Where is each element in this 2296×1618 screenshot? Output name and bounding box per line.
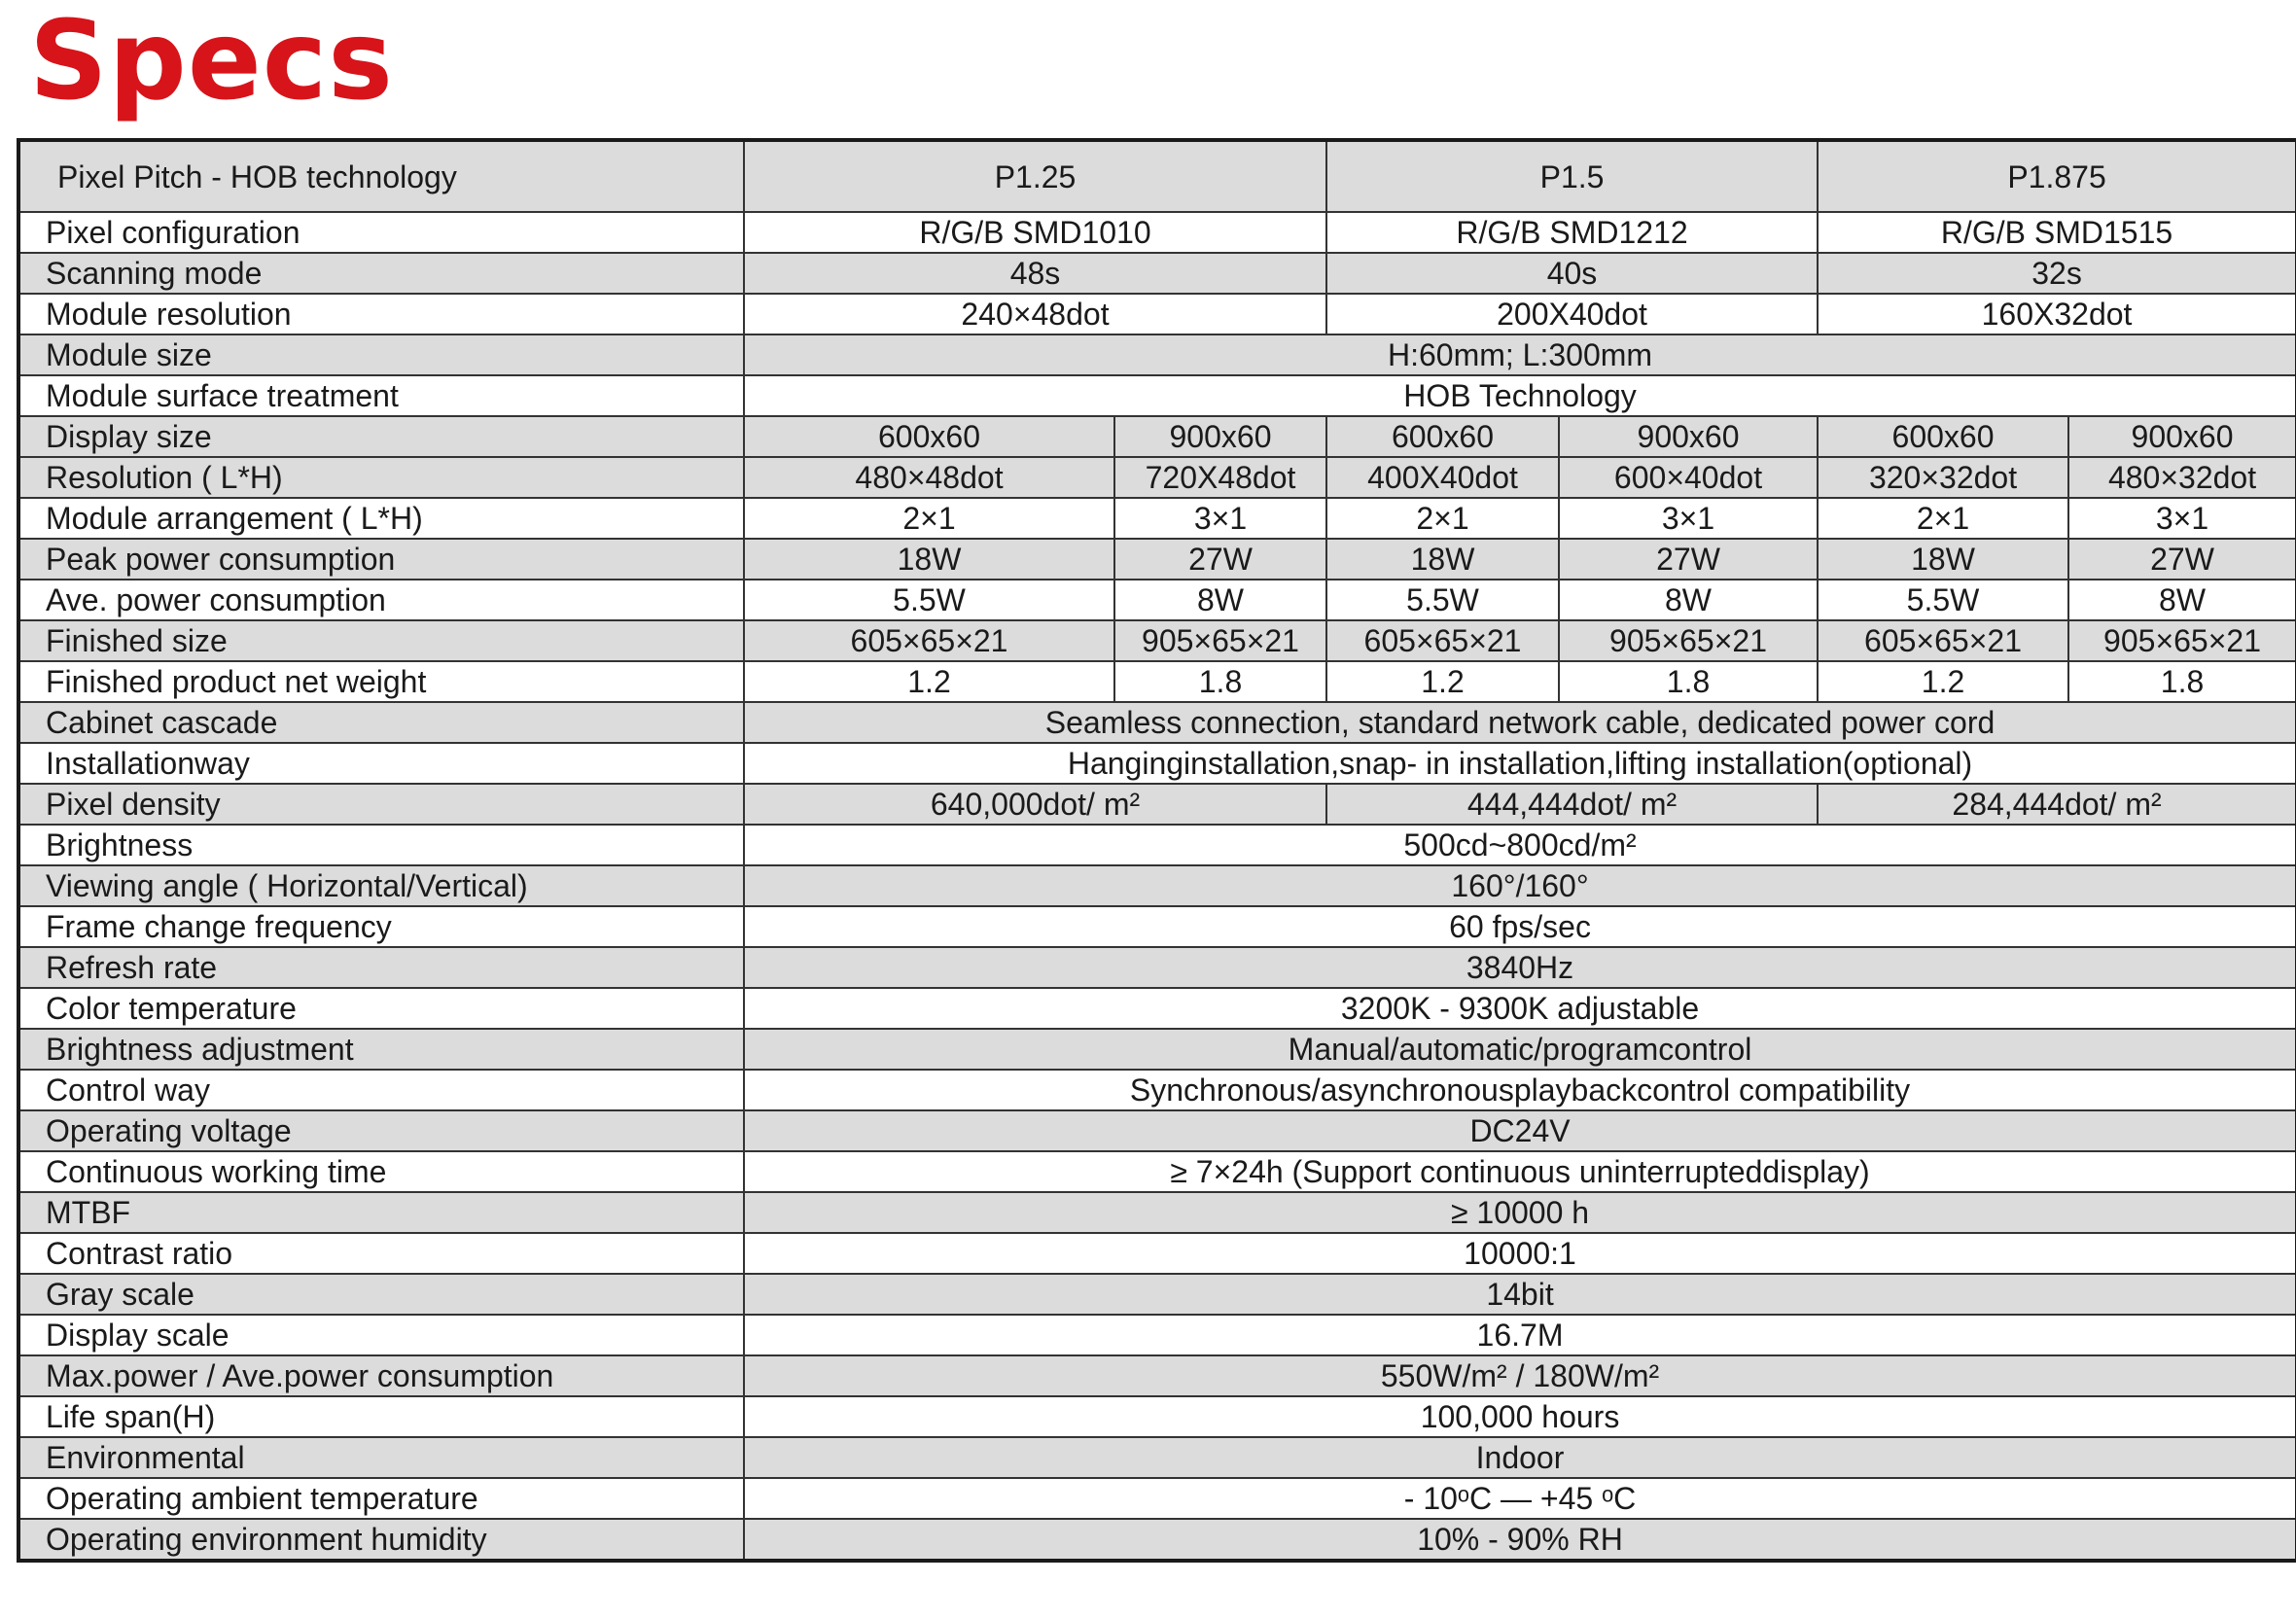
row-label: Frame change frequency <box>18 906 744 947</box>
row-label: Brightness adjustment <box>18 1029 744 1070</box>
row-value: 14bit <box>744 1274 2296 1315</box>
row-value: 200X40dot <box>1326 294 1818 334</box>
row-label: Module size <box>18 334 744 375</box>
row-value: 720X48dot <box>1114 457 1326 498</box>
row-label: Life span(H) <box>18 1396 744 1437</box>
row-value: 1.8 <box>1114 661 1326 702</box>
row-value: 444,444dot/ m² <box>1326 784 1818 825</box>
row-value: 905×65×21 <box>1559 620 1818 661</box>
row-value: 2×1 <box>1818 498 2068 539</box>
row-value: 605×65×21 <box>744 620 1114 661</box>
row-value: 2×1 <box>744 498 1114 539</box>
table-row <box>18 1315 2296 1355</box>
row-value: 1.8 <box>1559 661 1818 702</box>
row-value: 27W <box>1559 539 1818 580</box>
row-value: Seamless connection, standard network cable, dedicated power cord <box>744 702 2296 743</box>
row-value: 18W <box>744 539 1114 580</box>
table-row <box>18 1396 2296 1437</box>
table-row <box>18 1192 2296 1233</box>
row-label: Resolution ( L*H) <box>18 457 744 498</box>
table-row <box>18 947 2296 988</box>
table-row <box>18 253 2296 294</box>
header-model: P1.875 <box>1818 140 2296 212</box>
page-title: Specs <box>29 0 394 124</box>
row-label: Peak power consumption <box>18 539 744 580</box>
row-value: 905×65×21 <box>2068 620 2296 661</box>
row-value: 18W <box>1818 539 2068 580</box>
row-label: Installationway <box>18 743 744 784</box>
row-label: Continuous working time <box>18 1151 744 1192</box>
row-value: 160°/160° <box>744 865 2296 906</box>
table-row <box>18 375 2296 416</box>
table-row <box>18 416 2296 457</box>
row-label: Control way <box>18 1070 744 1110</box>
row-label: Operating environment humidity <box>18 1519 744 1561</box>
row-label: Finished product net weight <box>18 661 744 702</box>
row-value: 480×48dot <box>744 457 1114 498</box>
table-row <box>18 294 2296 334</box>
row-value: 8W <box>1114 580 1326 620</box>
table-row <box>18 498 2296 539</box>
table-row <box>18 1029 2296 1070</box>
row-label: Viewing angle ( Horizontal/Vertical) <box>18 865 744 906</box>
row-value: Indoor <box>744 1437 2296 1478</box>
table-row <box>18 457 2296 498</box>
row-value: 1.2 <box>1818 661 2068 702</box>
table-row <box>18 906 2296 947</box>
row-value: HOB Technology <box>744 375 2296 416</box>
row-value: 5.5W <box>1326 580 1559 620</box>
row-value: 32s <box>1818 253 2296 294</box>
table-row <box>18 1437 2296 1478</box>
row-value: R/G/B SMD1010 <box>744 212 1326 253</box>
row-label: Operating voltage <box>18 1110 744 1151</box>
row-value: 2×1 <box>1326 498 1559 539</box>
table-row <box>18 1233 2296 1274</box>
row-label: Finished size <box>18 620 744 661</box>
row-label: Brightness <box>18 825 744 865</box>
header-model: P1.25 <box>744 140 1326 212</box>
row-value: 900x60 <box>2068 416 2296 457</box>
row-value: R/G/B SMD1515 <box>1818 212 2296 253</box>
row-value: 3×1 <box>1559 498 1818 539</box>
row-label: MTBF <box>18 1192 744 1233</box>
row-label: Module resolution <box>18 294 744 334</box>
row-label: Cabinet cascade <box>18 702 744 743</box>
header-label: Pixel Pitch - HOB technology <box>18 140 744 212</box>
row-label: Scanning mode <box>18 253 744 294</box>
row-label: Ave. power consumption <box>18 580 744 620</box>
table-row <box>18 743 2296 784</box>
row-value: 1.2 <box>744 661 1114 702</box>
row-value: Synchronous/asynchronousplaybackcontrol compatibility <box>744 1070 2296 1110</box>
row-label: Display size <box>18 416 744 457</box>
row-value: 5.5W <box>744 580 1114 620</box>
row-value: 480×32dot <box>2068 457 2296 498</box>
row-label: Contrast ratio <box>18 1233 744 1274</box>
row-value: 900x60 <box>1114 416 1326 457</box>
row-value: 1.2 <box>1326 661 1559 702</box>
row-value: 905×65×21 <box>1114 620 1326 661</box>
row-value: 400X40dot <box>1326 457 1559 498</box>
row-label: Module surface treatment <box>18 375 744 416</box>
table-row <box>18 580 2296 620</box>
table-row <box>18 212 2296 253</box>
table-row <box>18 865 2296 906</box>
row-value: 550W/m² / 180W/m² <box>744 1355 2296 1396</box>
row-value: 240×48dot <box>744 294 1326 334</box>
row-value: H:60mm; L:300mm <box>744 334 2296 375</box>
row-value: 600x60 <box>744 416 1114 457</box>
row-value: DC24V <box>744 1110 2296 1151</box>
table-row <box>18 661 2296 702</box>
row-label: Environmental <box>18 1437 744 1478</box>
header-model: P1.5 <box>1326 140 1818 212</box>
row-value: 600x60 <box>1818 416 2068 457</box>
table-row <box>18 539 2296 580</box>
table-row <box>18 825 2296 865</box>
row-value: 8W <box>1559 580 1818 620</box>
table-row <box>18 1478 2296 1519</box>
row-value: 3×1 <box>1114 498 1326 539</box>
row-label: Display scale <box>18 1315 744 1355</box>
row-value: 18W <box>1326 539 1559 580</box>
row-label: Operating ambient temperature <box>18 1478 744 1519</box>
row-value: 5.5W <box>1818 580 2068 620</box>
row-value: 27W <box>2068 539 2296 580</box>
row-value: 600×40dot <box>1559 457 1818 498</box>
row-value: 3×1 <box>2068 498 2296 539</box>
table-row <box>18 1274 2296 1315</box>
row-value: 600x60 <box>1326 416 1559 457</box>
row-value: ≥ 7×24h (Support continuous uninterrupteddisplay) <box>744 1151 2296 1192</box>
row-value: Hanginginstallation,snap- in installation,lifting installation(optional) <box>744 743 2296 784</box>
table-row <box>18 702 2296 743</box>
row-label: Gray scale <box>18 1274 744 1315</box>
row-value: 320×32dot <box>1818 457 2068 498</box>
table-row <box>18 1110 2296 1151</box>
row-value: 60 fps/sec <box>744 906 2296 947</box>
table-row <box>18 334 2296 375</box>
table-header-row <box>18 140 2296 212</box>
row-value: 640,000dot/ m² <box>744 784 1326 825</box>
row-value: ≥ 10000 h <box>744 1192 2296 1233</box>
row-value: 100,000 hours <box>744 1396 2296 1437</box>
table-row <box>18 620 2296 661</box>
row-value: 3200K - 9300K adjustable <box>744 988 2296 1029</box>
specs-table <box>17 138 2296 1563</box>
row-value: 900x60 <box>1559 416 1818 457</box>
row-value: 16.7M <box>744 1315 2296 1355</box>
row-value: 500cd~800cd/m² <box>744 825 2296 865</box>
row-value: 48s <box>744 253 1326 294</box>
row-value: 1.8 <box>2068 661 2296 702</box>
row-label: Module arrangement ( L*H) <box>18 498 744 539</box>
row-value: 605×65×21 <box>1326 620 1559 661</box>
row-label: Pixel density <box>18 784 744 825</box>
row-value: 8W <box>2068 580 2296 620</box>
row-label: Pixel configuration <box>18 212 744 253</box>
table-row <box>18 1070 2296 1110</box>
row-value: Manual/automatic/programcontrol <box>744 1029 2296 1070</box>
row-value: 284,444dot/ m² <box>1818 784 2296 825</box>
table-row <box>18 1151 2296 1192</box>
table-row <box>18 784 2296 825</box>
row-label: Refresh rate <box>18 947 744 988</box>
table-row <box>18 1355 2296 1396</box>
row-value: 605×65×21 <box>1818 620 2068 661</box>
row-label: Color temperature <box>18 988 744 1029</box>
row-value: - 10ᵒC — +45 ᵒC <box>744 1478 2296 1519</box>
row-value: R/G/B SMD1212 <box>1326 212 1818 253</box>
row-value: 10% - 90% RH <box>744 1519 2296 1561</box>
row-value: 3840Hz <box>744 947 2296 988</box>
table-row <box>18 1519 2296 1561</box>
table-row <box>18 988 2296 1029</box>
row-value: 27W <box>1114 539 1326 580</box>
row-value: 160X32dot <box>1818 294 2296 334</box>
row-label: Max.power / Ave.power consumption <box>18 1355 744 1396</box>
row-value: 40s <box>1326 253 1818 294</box>
row-value: 10000:1 <box>744 1233 2296 1274</box>
